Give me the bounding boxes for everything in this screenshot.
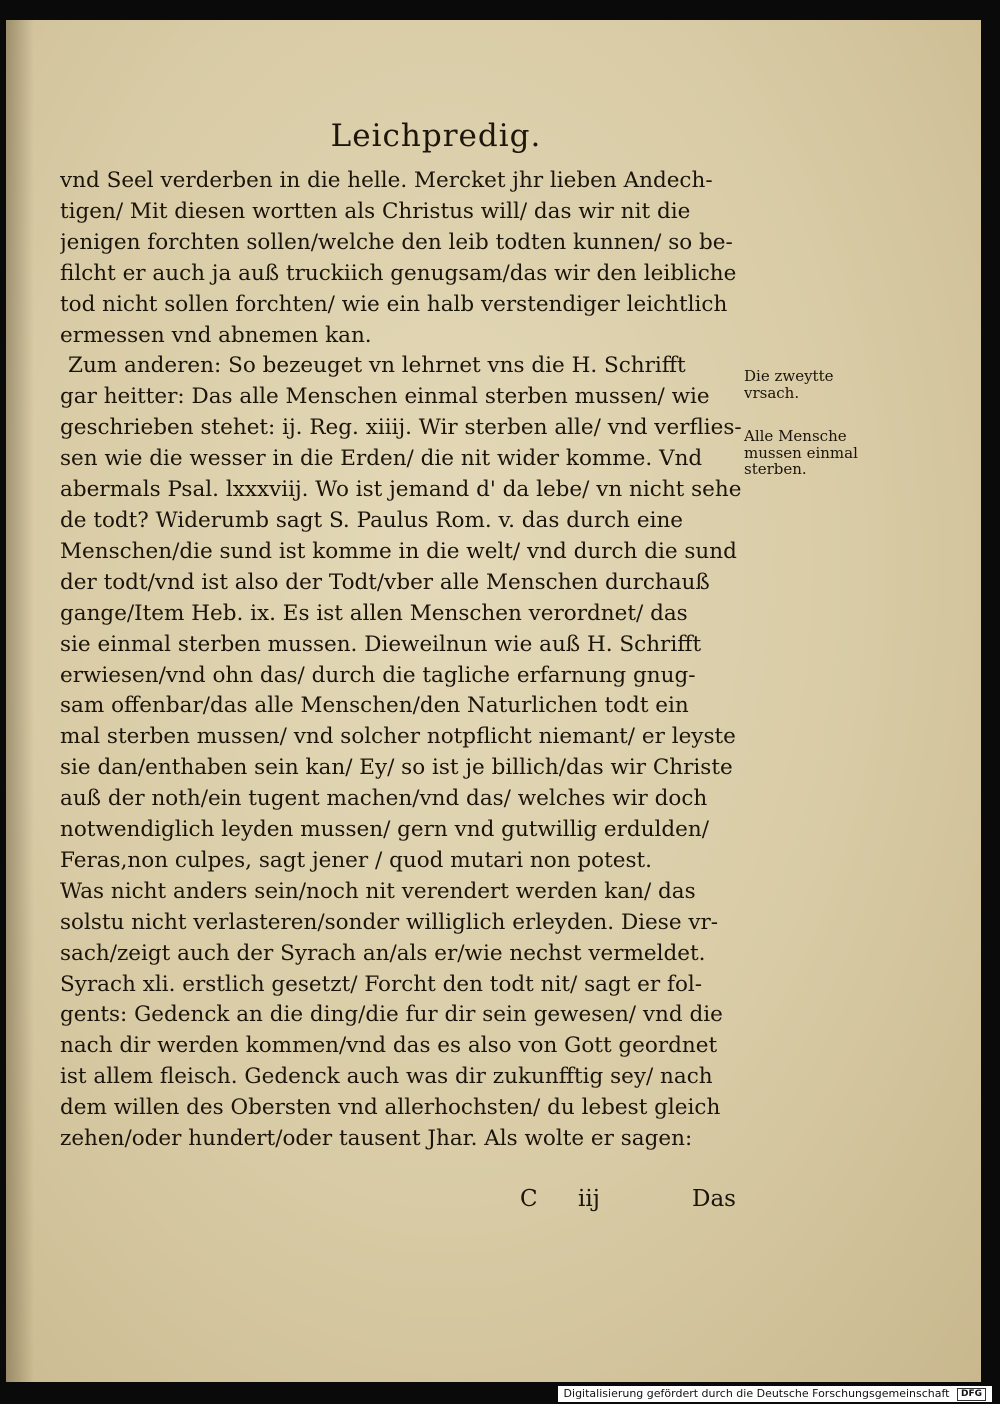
body-text [60, 166, 760, 1155]
credit-text: Digitalisierung gefördert durch die Deutsche Forschungsgemeinschaft [563, 1387, 950, 1400]
catchword: Das [692, 1186, 736, 1212]
text-line: mal sterben mussen/ vnd solcher notpflicht niemant/ er leyste [60, 724, 736, 750]
signature-mark: C [520, 1186, 538, 1212]
text-line: de todt? Widerumb sagt S. Paulus Rom. v. das durch eine [60, 507, 684, 533]
text-line: abermals Psal. lxxxviij. Wo ist jemand d' da lebe/ vn nicht sehe [60, 477, 742, 503]
text-line: sach/zeigt auch der Syrach an/als er/wie nechst vermeldet. [60, 940, 706, 966]
text-line: sie dan/enthaben sein kan/ Ey/ so ist je billich/das wir Christe [60, 755, 733, 781]
dfg-logo-icon: DFG [957, 1388, 986, 1401]
scanned-page [6, 20, 981, 1382]
text-line: sam offenbar/das alle Menschen/den Naturlichen todt ein [60, 693, 689, 719]
text-line: vnd Seel verderben in die helle. Mercket jhr lieben Andech- [60, 168, 713, 193]
marginal-note-line: vrsach. [744, 383, 800, 402]
text-line: sen wie die wesser in die Erden/ die nit wider komme. Vnd [60, 446, 703, 472]
text-line: jenigen forchten sollen/welche den leib todten kunnen/ so be- [60, 229, 733, 255]
text-line: gents: Gedenck an die ding/die fur dir sein gewesen/ vnd die [60, 1002, 723, 1028]
signature-number: iij [578, 1186, 600, 1212]
marginal-note-line: mussen einmal [744, 443, 858, 462]
running-head: Leichpredig. [330, 118, 542, 154]
text-line: ermessen vnd abnemen kan. [60, 322, 372, 348]
text-line: auß der noth/ein tugent machen/vnd das/ welches wir doch [60, 786, 708, 812]
digitization-credit [558, 1386, 992, 1402]
text-line: geschrieben stehet: ij. Reg. xiiij. Wir sterben alle/ vnd verflies- [60, 415, 742, 441]
text-line: der todt/vnd ist also der Todt/vber alle Menschen durchauß [60, 569, 710, 595]
marginal-note-mortality [744, 428, 914, 478]
marginal-note-line: Die zweytte [744, 367, 834, 385]
text-line: ist allem fleisch. Gedenck auch was dir zukunfftig sey/ nach [60, 1064, 713, 1090]
paragraph-start-line: Zum anderen: So bezeuget vn lehrnet vns die H. Schrifft [68, 353, 686, 379]
text-line: sie einmal sterben mussen. Dieweilnun wie auß H. Schrifft [60, 631, 702, 657]
text-line: tod nicht sollen forchten/ wie ein halb verstendiger leichtlich [60, 291, 728, 317]
text-line: Was nicht anders sein/noch nit verendert werden kan/ das [60, 878, 696, 904]
text-line: solstu nicht verlasteren/sonder williglich erleyden. Diese vr- [60, 909, 719, 935]
text-line: dem willen des Obersten vnd allerhochsten/ du lebest gleich [60, 1095, 721, 1121]
text-line: notwendiglich leyden mussen/ gern vnd gutwillig erdulden/ [60, 817, 709, 843]
text-line: nach dir werden kommen/vnd das es also von Gott geordnet [60, 1033, 718, 1059]
text-line: gar heitter: Das alle Menschen einmal sterben mussen/ wie [60, 384, 710, 410]
signature-line [506, 1186, 756, 1220]
text-line: gange/Item Heb. ix. Es ist allen Menschen verordnet/ das [60, 600, 688, 626]
text-line: Menschen/die sund ist komme in die welt/ vnd durch die sund [60, 538, 737, 564]
marginal-note-line: sterben. [744, 460, 807, 478]
text-line: erwiesen/vnd ohn das/ durch die tagliche erfarnung gnug- [60, 662, 696, 688]
text-line: zehen/oder hundert/oder tausent Jhar. Als wolte er sagen: [60, 1126, 693, 1152]
text-line: tigen/ Mit diesen wortten als Christus will/ das wir nit die [60, 198, 691, 224]
text-line: Feras,non culpes, sagt jener / quod mutari non potest. [60, 847, 652, 873]
text-line: Syrach xli. erstlich gesetzt/ Forcht den todt nit/ sagt er fol- [60, 971, 703, 997]
marginal-note-line: Alle Mensche [744, 427, 847, 445]
text-line: filcht er auch ja auß truckiich genugsam/das wir den leibliche [60, 260, 737, 286]
marginal-note-reason [744, 368, 914, 401]
gutter-shadow [6, 20, 34, 1382]
